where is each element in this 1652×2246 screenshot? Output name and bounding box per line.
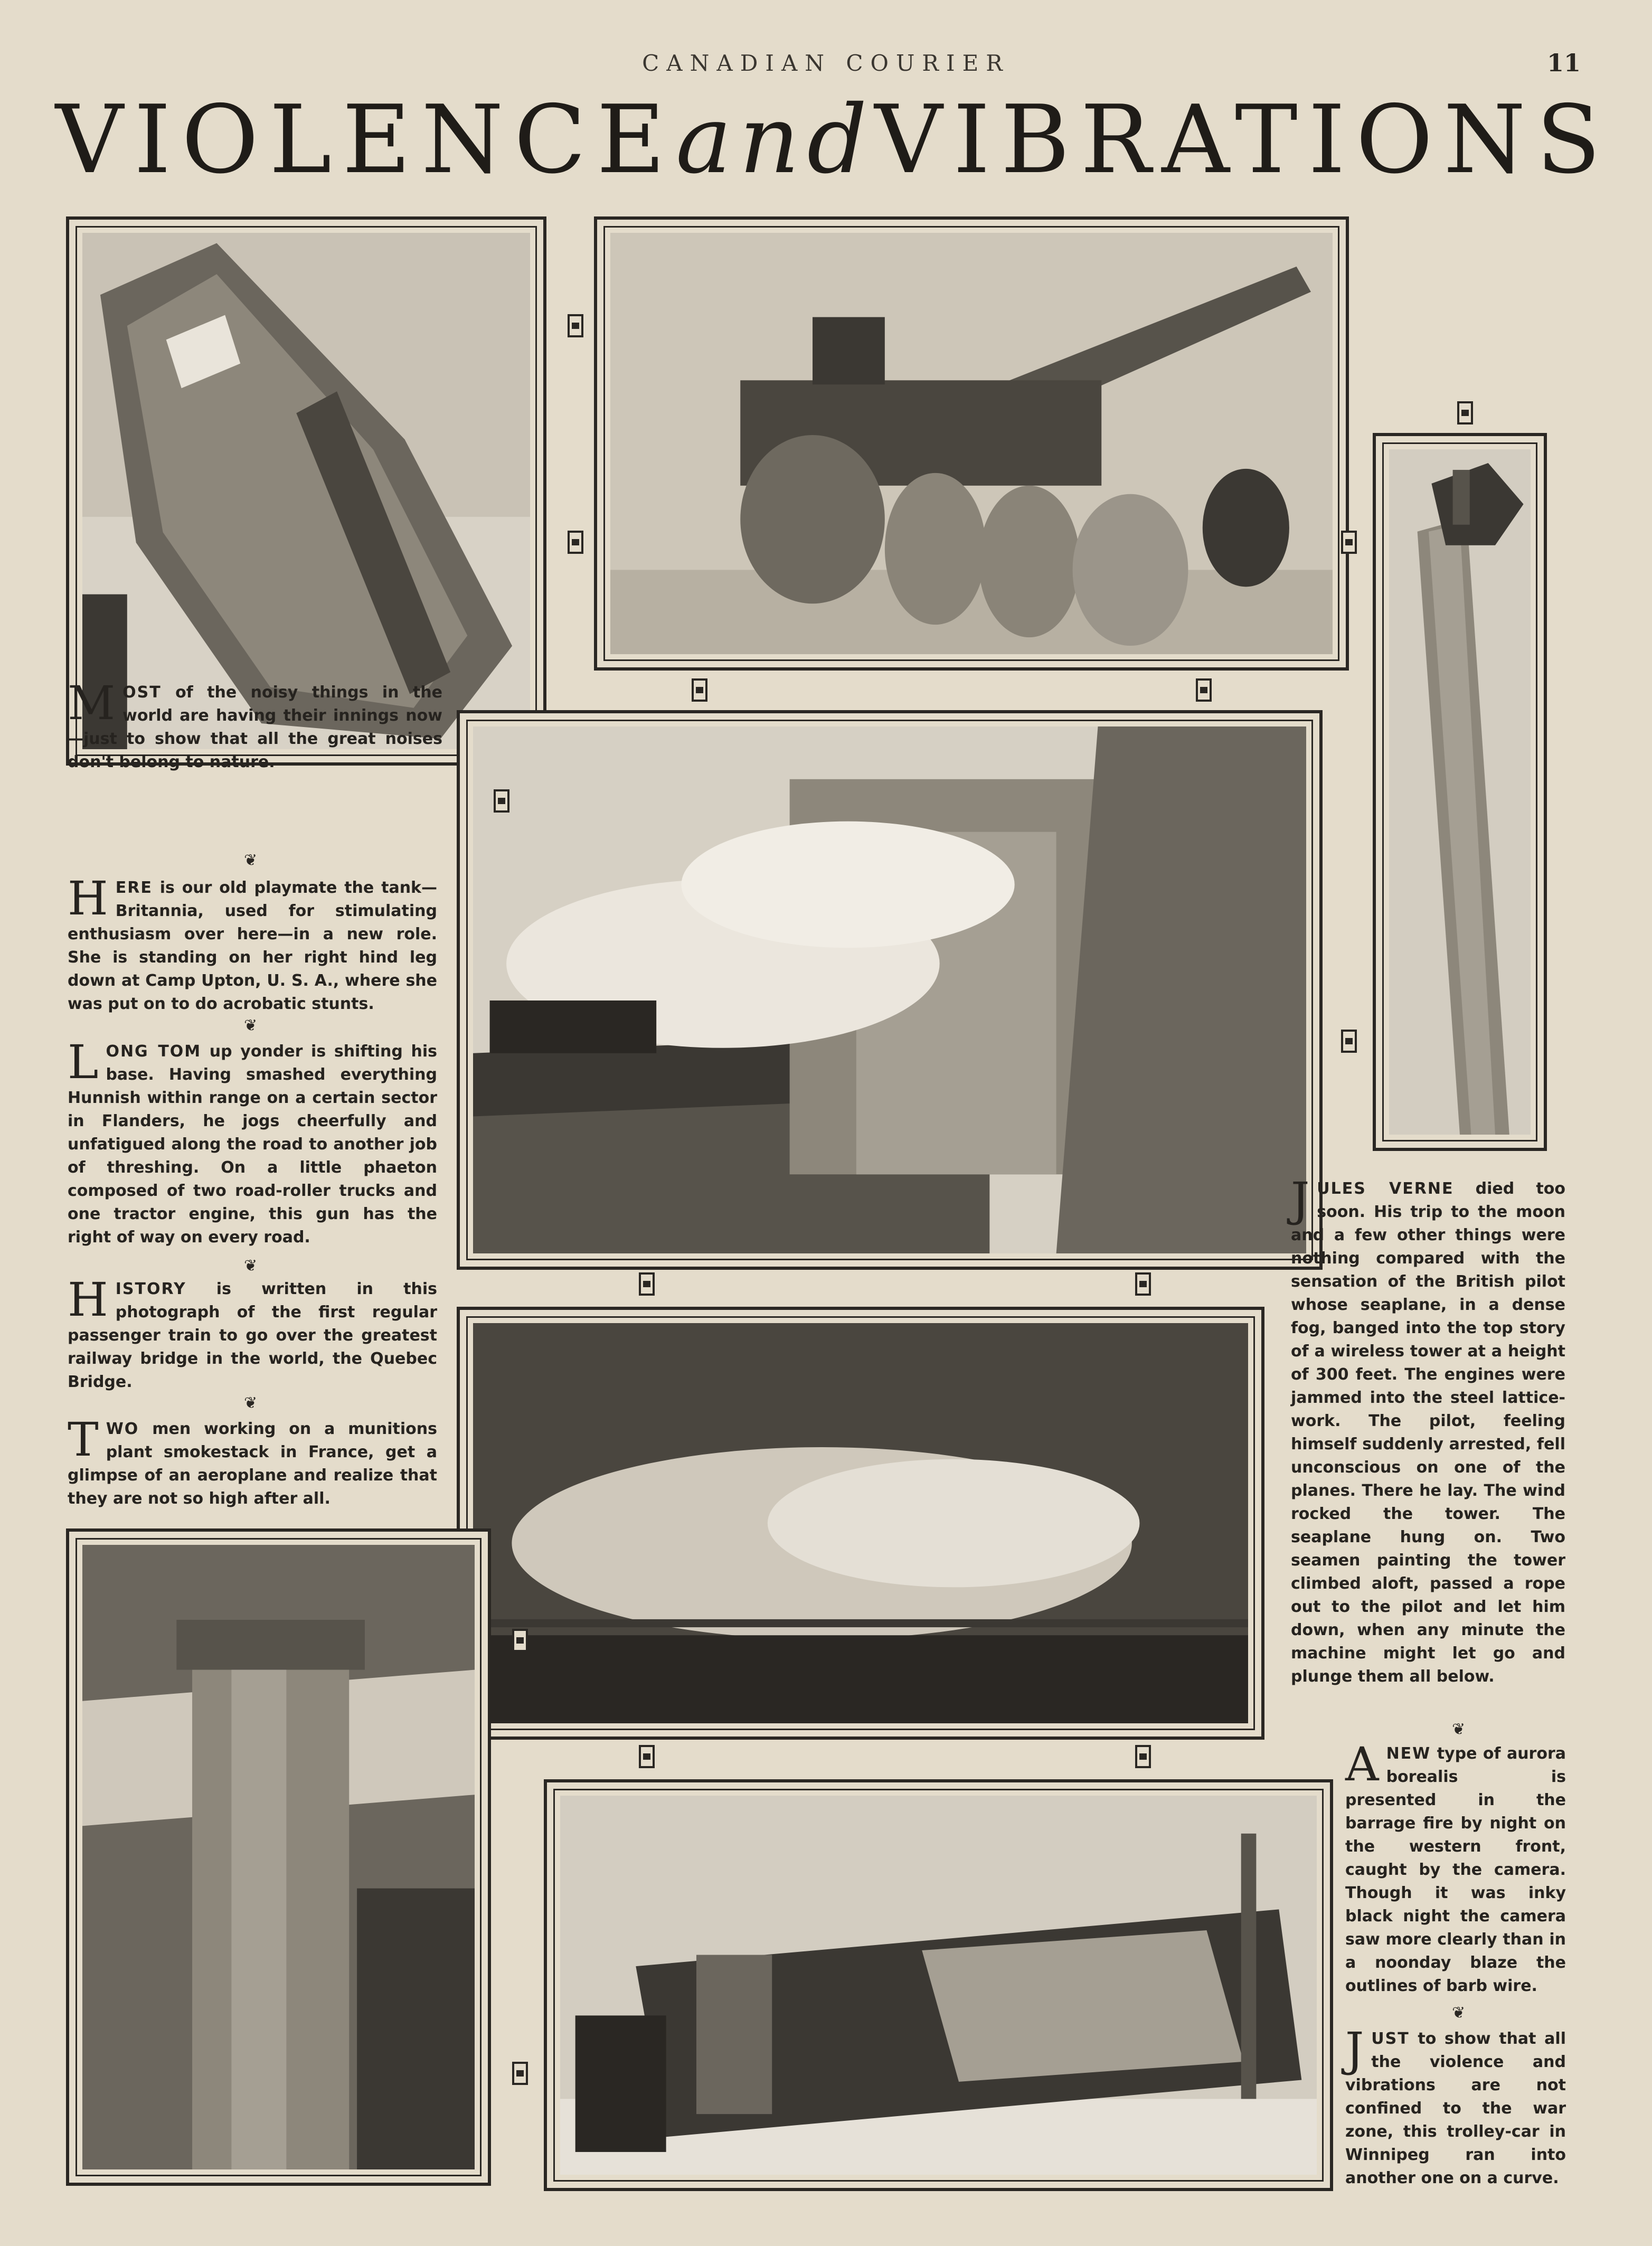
frame-connector bbox=[568, 314, 583, 337]
paragraph-long-tom bbox=[68, 1035, 437, 1249]
photo-frame-long-tom bbox=[594, 216, 1349, 671]
masthead: CANADIAN COURIER bbox=[642, 50, 1010, 76]
headline-right: VIBRATIONS bbox=[874, 85, 1611, 194]
ornament: ❦ bbox=[244, 851, 258, 870]
frame-connector bbox=[512, 1629, 528, 1652]
paragraph-body: type of aurora borealis is presented in the barrage fire by night on the western front, caught by the camera. Though it was inky black night the camera saw more clearly than in a noonday blaze the outlines of barb wire. bbox=[1345, 1744, 1566, 1995]
frame-connector bbox=[1135, 1745, 1151, 1768]
paragraph-body: up yonder is shifting his base. Having smashed everything Hunnish within range on a certain sector in Flanders, he jogs cheerfully and unfatigued along the road to another job of threshing. On a little phaeton composed of two road-roller trucks and one tractor engine, this gun has the right of way on every road. bbox=[68, 1042, 437, 1247]
paragraph-jules-verne bbox=[1291, 1172, 1565, 1688]
drop-cap: A bbox=[1345, 1737, 1379, 1791]
drop-cap: M bbox=[68, 676, 116, 730]
lead-in: NEW bbox=[1386, 1744, 1431, 1763]
winnipeg-trolley-car-photo bbox=[560, 1796, 1317, 2175]
photo-frame-wireless-tower bbox=[1373, 433, 1547, 1151]
lead-in: WO bbox=[106, 1420, 139, 1438]
drop-cap: H bbox=[68, 871, 108, 926]
photo-frame-quebec-bridge bbox=[457, 710, 1323, 1270]
drop-cap: L bbox=[68, 1035, 99, 1089]
lead-in: OST bbox=[122, 683, 162, 702]
paragraph-body: of the noisy things in the world are having their innings now—just to show that all the great noises don't belong to nature. bbox=[68, 683, 442, 771]
page-number: 11 bbox=[1546, 49, 1581, 77]
munitions-smokestack-photo bbox=[82, 1545, 475, 2169]
drop-cap: J bbox=[1291, 1172, 1310, 1226]
ornament: ❦ bbox=[244, 1394, 258, 1412]
photo-frame-barrage bbox=[457, 1307, 1264, 1740]
paragraph-history bbox=[68, 1272, 437, 1394]
ornament: ❦ bbox=[244, 1257, 258, 1275]
paragraph-trolley bbox=[1345, 2022, 1566, 2190]
frame-connector bbox=[1341, 531, 1357, 554]
tank-photo bbox=[82, 233, 530, 749]
paragraph-noisy-things bbox=[68, 676, 442, 774]
lead-in: UST bbox=[1371, 2030, 1410, 2048]
headline-left: VIOLENCE bbox=[55, 85, 676, 194]
lead-in: ERE bbox=[115, 879, 153, 897]
lead-in: ISTORY bbox=[115, 1280, 186, 1298]
frame-connector bbox=[1341, 1030, 1357, 1053]
frame-connector bbox=[568, 531, 583, 554]
ornament: ❦ bbox=[244, 1016, 258, 1035]
drop-cap: J bbox=[1345, 2022, 1364, 2077]
paragraph-body: died too soon. His trip to the moon and a few other things were nothing compared with the sensation of the British pilot whose seaplane, in a dense fog, banged into the top story of a wireless tower at a height of 300 feet. The engines were jammed into the steel lattice-work. The pilot, feeling himself suddenly arrested, fell unconscious on one of the planes. There he lay. The wind rocked the tower. The seaplane hung on. Two seamen painting the tower climbed aloft, passed a rope out to the pilot and let him down, when any minute the machine might let go and plunge them all below. bbox=[1291, 1179, 1565, 1686]
barrage-fire-photo bbox=[473, 1323, 1248, 1723]
frame-connector bbox=[1135, 1272, 1151, 1296]
paragraph-aurora bbox=[1345, 1737, 1566, 1998]
headline-middle: and bbox=[675, 85, 875, 194]
drop-cap: H bbox=[68, 1272, 108, 1327]
frame-connector bbox=[1196, 678, 1212, 702]
long-tom-gun-photo bbox=[610, 233, 1333, 654]
paragraph-body: men working on a munitions plant smokestack in France, get a glimpse of an aeroplane and realize that they are not so high after all. bbox=[68, 1420, 437, 1508]
quebec-bridge-train-photo bbox=[473, 726, 1306, 1253]
drop-cap: T bbox=[68, 1412, 99, 1467]
headline bbox=[55, 85, 1611, 194]
photo-frame-smokestack bbox=[66, 1528, 491, 2186]
photo-frame-trolley bbox=[544, 1779, 1333, 2191]
frame-connector bbox=[494, 789, 509, 813]
paragraph-two-men bbox=[68, 1412, 437, 1511]
lead-in: ONG TOM bbox=[106, 1042, 202, 1061]
paragraph-tank bbox=[68, 871, 437, 1016]
frame-connector bbox=[1457, 401, 1473, 424]
paragraph-body: is our old playmate the tank—Britannia, used for stimulating enthusiasm over here—in a new role. She is standing on her right hind leg down at Camp Upton, U. S. A., where she was put on to do acrobatic stunts. bbox=[68, 879, 437, 1013]
wireless-tower-seaplane-photo bbox=[1389, 449, 1531, 1135]
ornament: ❦ bbox=[1452, 1720, 1466, 1739]
paragraph-body: is written in this photograph of the first regular passenger train to go over the greatest railway bridge in the world, the Quebec Bridge. bbox=[68, 1280, 437, 1391]
frame-connector bbox=[692, 678, 707, 702]
frame-connector bbox=[512, 2062, 528, 2085]
paragraph-body: to show that all the violence and vibrations are not confined to the war zone, this trolley-car in Winnipeg ran into another one on a curve. bbox=[1345, 2030, 1566, 2187]
frame-connector bbox=[639, 1745, 655, 1768]
lead-in: ULES VERNE bbox=[1317, 1179, 1454, 1198]
frame-connector bbox=[639, 1272, 655, 1296]
ornament: ❦ bbox=[1452, 2004, 1466, 2022]
